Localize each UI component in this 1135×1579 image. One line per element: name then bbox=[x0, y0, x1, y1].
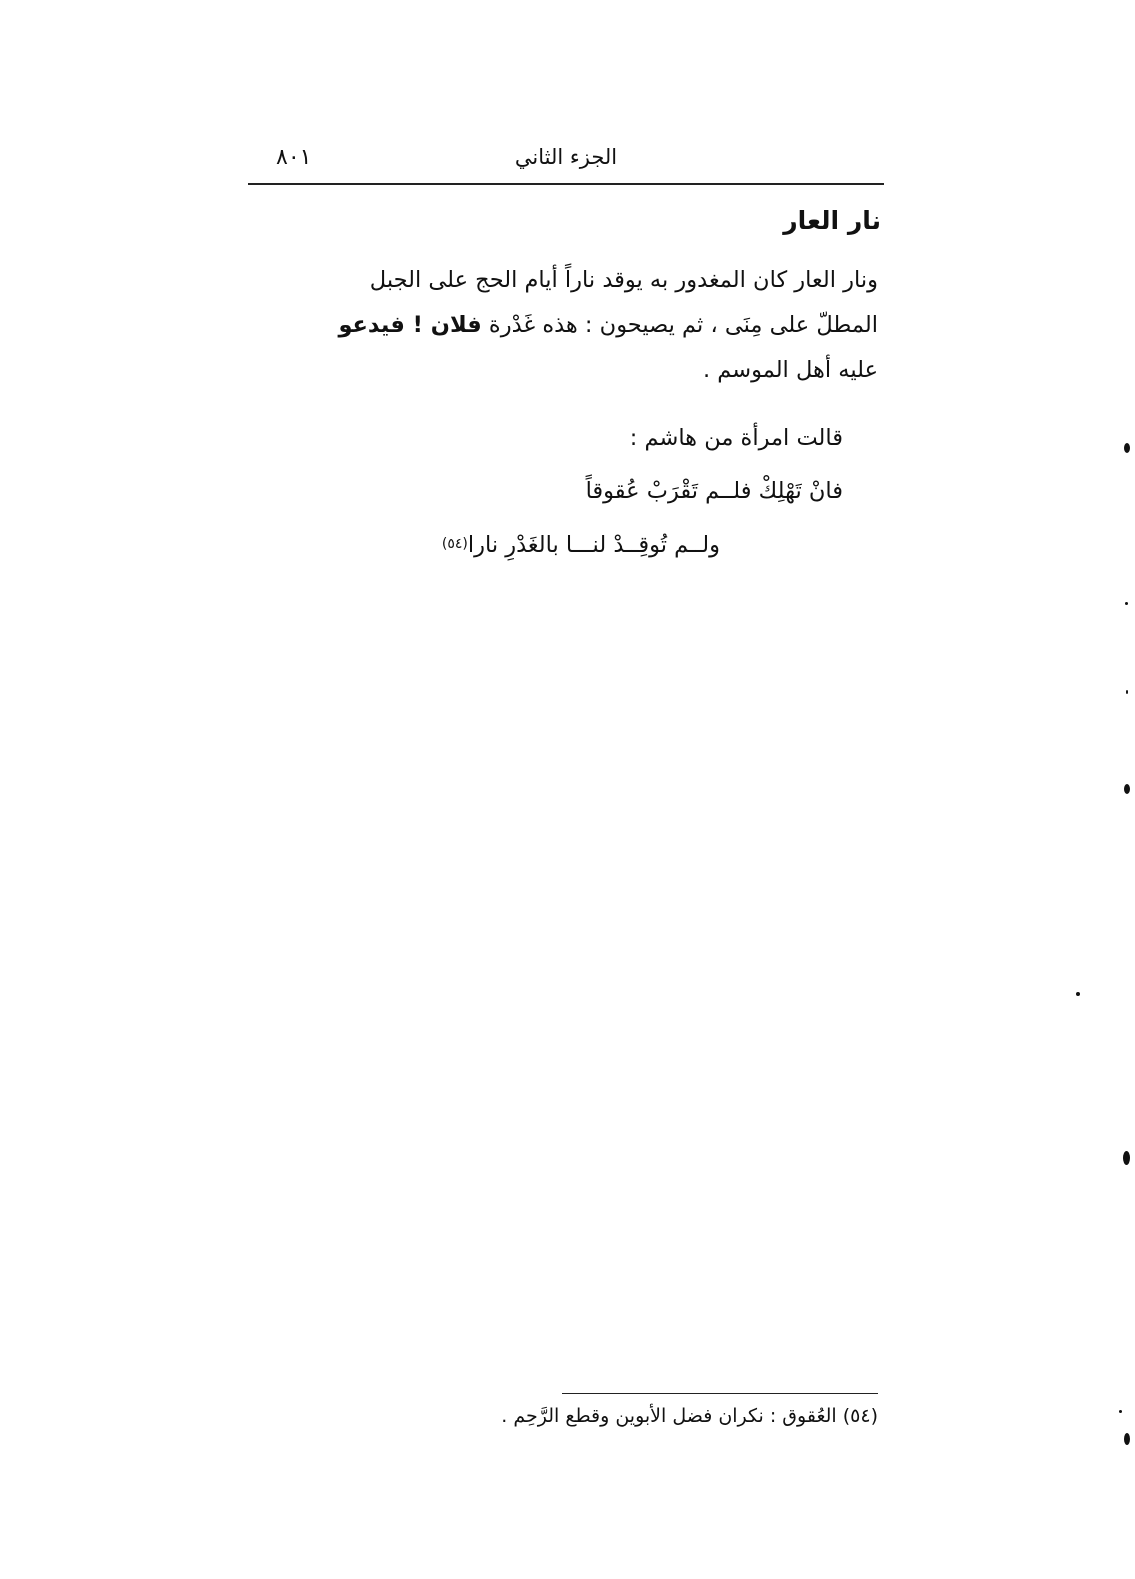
scan-speck bbox=[1126, 690, 1128, 694]
paragraph-line: ونار العار كان المغدور به يوقد ناراً أيام الحج على الجبل bbox=[369, 267, 878, 293]
footnote-divider bbox=[562, 1393, 878, 1394]
verse-line-2-text: ولــم تُوقِــدْ لنـــا بالغَدْرِ نارا bbox=[467, 532, 720, 558]
scan-speck bbox=[1123, 1151, 1130, 1165]
paragraph-text: المطلّ على مِنَى ، ثم يصيحون : هذه غَدْرة bbox=[481, 312, 878, 338]
scan-speck bbox=[1076, 992, 1080, 996]
scan-speck bbox=[1124, 443, 1130, 453]
paragraph-line: عليه أهل الموسم . bbox=[702, 357, 878, 383]
paragraph-line bbox=[248, 303, 878, 348]
body-paragraph bbox=[248, 258, 878, 393]
verse-line-2 bbox=[442, 532, 720, 558]
page-header bbox=[248, 143, 884, 185]
page-number: ٨٠١ bbox=[276, 145, 312, 170]
running-title: الجزء الثاني bbox=[514, 145, 618, 169]
scan-speck bbox=[1119, 1410, 1122, 1413]
section-title: نار العار bbox=[783, 206, 881, 235]
footnote: (٥٤) العُقوق : نكران فضل الأبوين وقطع الرَّحِم . bbox=[501, 1405, 878, 1427]
verse-line-1: فانْ تَهْلِكْ فلــم تَقْرَبْ عُقوقاً bbox=[585, 478, 843, 504]
footnote-reference[interactable]: (٥٤) bbox=[441, 536, 468, 552]
scan-speck bbox=[1125, 602, 1128, 605]
scan-speck bbox=[1124, 784, 1130, 794]
paragraph-bold-text: فلان ! فيدعو bbox=[338, 312, 482, 338]
scan-speck bbox=[1124, 1433, 1130, 1445]
poem-intro: قالت امرأة من هاشم : bbox=[629, 425, 843, 451]
